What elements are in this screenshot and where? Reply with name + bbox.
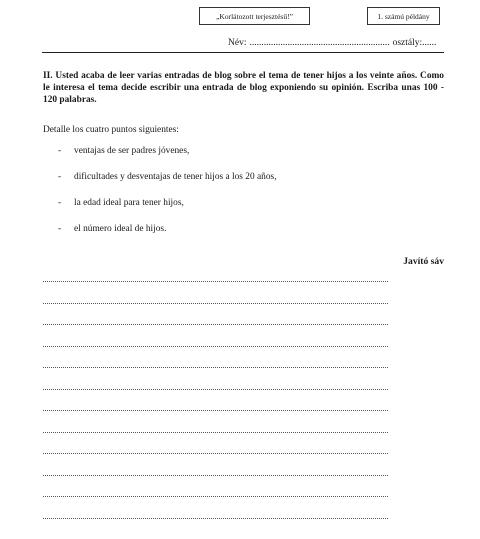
task-intro: Detalle los cuatro puntos siguientes: [43,125,179,135]
task-instructions: II. Usted acaba de leer varias entradas de blog sobre el tema de tener hijos a los veinte años. Como le interesa el tema decide escribir una entrada de blog exponiendo su opinión. Escriba unas 100 - 120 palabras. [43,71,444,105]
answer-area[interactable] [43,281,388,539]
answer-line[interactable] [43,281,388,282]
copy-number-label: 1. számú példány [377,11,430,21]
point-text: el número ideal de hijos. [74,224,167,234]
list-item [58,146,277,172]
point-text: ventajas de ser padres jóvenes, [74,146,190,156]
answer-line[interactable] [43,496,388,497]
answer-line[interactable] [43,303,388,304]
bullet-dash: - [58,224,62,234]
answer-line[interactable] [43,389,388,390]
class-field[interactable]: osztály:...... [392,38,437,48]
restricted-distribution-box [199,7,310,25]
copy-number-box [367,7,440,25]
list-item [58,198,277,224]
answer-line[interactable] [43,367,388,368]
list-item [58,172,277,198]
bullet-dash: - [58,172,62,182]
list-item [58,224,277,250]
answer-line[interactable] [43,518,388,519]
bullet-dash: - [58,198,62,208]
answer-line[interactable] [43,432,388,433]
grading-column-label: Javító sáv [403,256,444,267]
bullet-dash: - [58,146,62,156]
point-text: dificultades y desventajas de tener hijos a los 20 años, [74,172,277,182]
answer-line[interactable] [43,324,388,325]
name-field[interactable]: ........................................................... [249,38,390,48]
restricted-distribution-label: „Korlátozott terjesztésű!” [216,11,293,21]
header-divider [42,52,444,53]
answer-line[interactable] [43,475,388,476]
name-label: Név: [228,38,247,48]
task-points-list [58,146,277,250]
answer-line[interactable] [43,410,388,411]
answer-line[interactable] [43,346,388,347]
name-class-row [228,38,444,48]
point-text: la edad ideal para tener hijos, [74,198,184,208]
answer-line[interactable] [43,453,388,454]
